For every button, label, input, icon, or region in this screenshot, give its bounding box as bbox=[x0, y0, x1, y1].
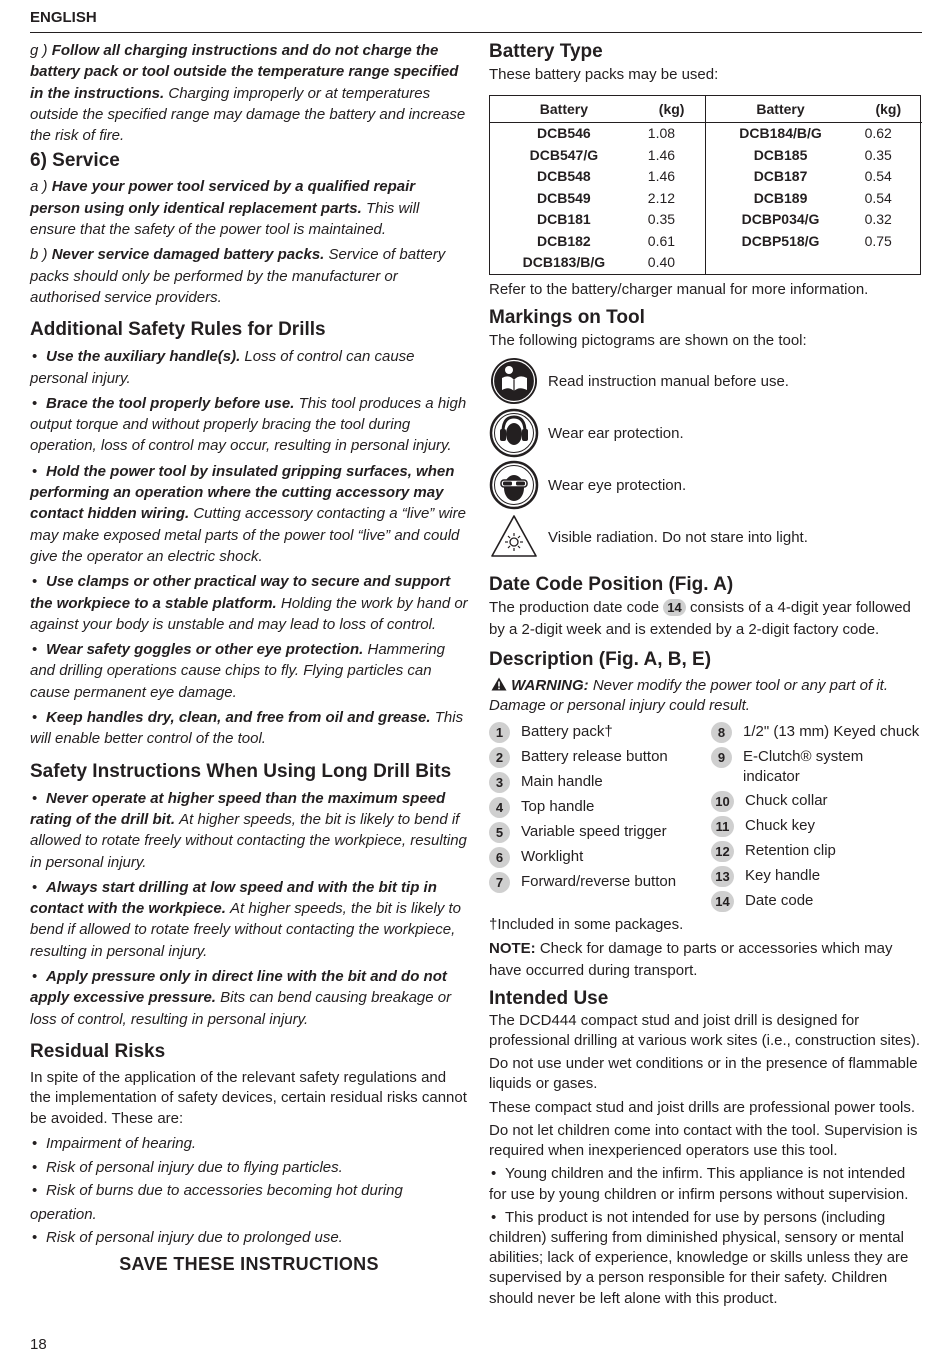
table-cell: 1.46 bbox=[638, 145, 706, 167]
residual-item: • Risk of personal injury due to prolonged use. bbox=[30, 1226, 468, 1250]
intended-paragraph: These compact stud and joist drills are professional power tools. bbox=[489, 1098, 916, 1116]
table-cell: DCBP034/G bbox=[741, 211, 820, 228]
table-cell: 1.08 bbox=[638, 123, 706, 145]
part-label: Retention clip bbox=[745, 841, 836, 859]
table-cell bbox=[855, 252, 922, 274]
intended-paragraph: Do not use under wet conditions or in the presence of flammable liquids or gases. bbox=[489, 1055, 918, 1093]
markings-intro: The following pictograms are shown on the tool: bbox=[489, 332, 807, 350]
part-number-badge: 8 bbox=[711, 722, 732, 743]
part-item bbox=[711, 747, 921, 787]
drills-heading: Additional Safety Rules for Drills bbox=[30, 319, 326, 341]
eye-protection-icon bbox=[489, 460, 539, 510]
intended-bullet: • Young children and the infirm. This appliance is not intended for use by young children or infirm persons without supervision. bbox=[489, 1165, 909, 1203]
part-label: Battery release button bbox=[521, 747, 668, 765]
residual-intro: In spite of the application of the relevant safety regulations and the implementation of safety devices, certain residual risks cannot be avoided. These are: bbox=[30, 1068, 467, 1127]
part-item bbox=[489, 747, 711, 768]
part-item bbox=[489, 847, 711, 868]
table-cell: DCB184/B/G bbox=[739, 125, 822, 142]
table-cell bbox=[706, 252, 855, 274]
part-label: Variable speed trigger bbox=[521, 822, 667, 840]
intended-bullet: • This product is not intended for use by persons (including children) suffering from diminished physical, sensory or mental abilities; lack of experience, knowledge or skills unless they are supervised by a person responsible for their safety. Children should never be left alone with this product. bbox=[489, 1208, 909, 1307]
part-number-badge: 6 bbox=[489, 847, 510, 868]
drills-item: • Use the auxiliary handle(s). Loss of control can cause personal injury. bbox=[30, 348, 415, 387]
table-cell: 0.75 bbox=[864, 232, 892, 249]
drills-item: • Hold the power tool by insulated gripping surfaces, when performing an operation where the cutting accessory may contact hidden wiring. Cutting accessory contacting a “live” wire may make exposed metal parts of the power tool “live” and could give the operator an electric shock. bbox=[30, 462, 466, 565]
footnote: †Included in some packages. bbox=[489, 915, 684, 933]
intended-use-text bbox=[489, 1011, 921, 1309]
bullet-dot: • bbox=[491, 1208, 497, 1226]
date-code-badge: 14 bbox=[663, 599, 685, 616]
table-cell: DCB182 bbox=[537, 232, 591, 249]
bullet-dot: • bbox=[32, 462, 38, 480]
bullet-dot: • bbox=[32, 1182, 38, 1200]
table-cell: 0.40 bbox=[638, 252, 706, 274]
table-cell: 2.12 bbox=[638, 188, 706, 210]
date-code-text: The production date code 14 consists of a 4-digit year followed by a 2-digit week and is extended by a 2-digit factory code. bbox=[489, 599, 911, 638]
battery-table bbox=[489, 95, 921, 275]
drills-item: • Brace the tool properly before use. This tool produces a high output torque and without properly bracing the tool during operation, loss of control may occur, resulting in personal injury. bbox=[30, 394, 467, 455]
part-label: Key handle bbox=[745, 866, 821, 884]
battery-table-header bbox=[490, 96, 922, 123]
drills-list bbox=[30, 346, 468, 749]
drills-item: • Use clamps or other practical way to secure and support the workpiece to a stable platform. Holding the work by hand or against your body is unstable and may lead to loss of control. bbox=[30, 573, 468, 633]
table-cell: 0.35 bbox=[638, 209, 706, 231]
part-label: Forward/reverse button bbox=[521, 872, 677, 890]
part-number-badge: 9 bbox=[711, 747, 732, 768]
bullet-dot: • bbox=[32, 789, 38, 807]
part-number-badge: 7 bbox=[489, 872, 510, 893]
long-bits-item: • Apply pressure only in direct line with the bit and do not apply excessive pressure. Bits can bend causing breakage or loss of control, resulting in personal injury. bbox=[30, 967, 452, 1028]
parts-list bbox=[489, 722, 921, 916]
table-header-cell: (kg) bbox=[638, 96, 706, 123]
service-heading: 6) Service bbox=[30, 150, 120, 172]
language-label: ENGLISH bbox=[30, 9, 97, 26]
parts-column-2 bbox=[711, 722, 921, 916]
date-code-heading: Date Code Position (Fig. A) bbox=[489, 574, 734, 596]
table-cell: DCB549 bbox=[537, 189, 591, 206]
table-cell: DCB185 bbox=[753, 146, 808, 163]
pictogram-item: Visible radiation. Do not stare into light. bbox=[489, 511, 921, 563]
part-label: Top handle bbox=[521, 797, 595, 815]
part-number-badge: 13 bbox=[711, 866, 734, 887]
table-header-cell: Battery bbox=[706, 96, 855, 123]
pictogram-item: Read instruction manual before use. bbox=[489, 355, 921, 407]
pictogram-item: Wear ear protection. bbox=[489, 407, 921, 459]
table-cell: DCB189 bbox=[753, 189, 808, 206]
part-item bbox=[489, 772, 711, 793]
table-cell: 0.61 bbox=[638, 231, 706, 253]
drills-item: • Wear safety goggles or other eye protection. Hammering and drilling operations cause chips to fly. Flying particles can cause permanent eye damage. bbox=[30, 641, 446, 701]
drills-item: • Keep handles dry, clean, and free from oil and grease. This will enable better control of the tool. bbox=[30, 709, 464, 748]
long-bits-heading: Safety Instructions When Using Long Drill Bits bbox=[30, 760, 452, 782]
part-number-badge: 1 bbox=[489, 722, 510, 743]
warning-text: WARNING: Never modify the power tool or any part of it. Damage or personal injury could result. bbox=[489, 676, 888, 714]
table-cell: 0.54 bbox=[864, 168, 892, 185]
battery-note: Refer to the battery/charger manual for more information. bbox=[489, 280, 869, 298]
bullet-dot: • bbox=[32, 878, 38, 896]
bullet-dot: • bbox=[32, 348, 38, 366]
service-item-b: b ) Never service damaged battery packs. Service of battery packs should only be performed by the manufacturer or authorised service providers. bbox=[30, 246, 446, 306]
part-label: E-Clutch® system indicator bbox=[743, 747, 864, 785]
bullet-dot: • bbox=[32, 709, 38, 727]
parts-column-1 bbox=[489, 722, 711, 916]
part-label: Worklight bbox=[521, 847, 584, 865]
part-label: Main handle bbox=[521, 772, 603, 790]
part-label: 1/2" (13 mm) Keyed chuck bbox=[743, 722, 920, 740]
table-row bbox=[490, 145, 922, 167]
bullet-dot: • bbox=[32, 394, 38, 412]
visible-radiation-icon bbox=[489, 512, 539, 562]
table-cell: DCB183/B/G bbox=[522, 254, 606, 271]
part-number-badge: 12 bbox=[711, 841, 734, 862]
service-item-a: a ) Have your power tool serviced by a qualified repair person using only identical replacement parts. This will ensure that the safety of the power tool is maintained. bbox=[30, 178, 420, 239]
save-instructions: SAVE THESE INSTRUCTIONS bbox=[119, 1253, 379, 1274]
long-bits-list bbox=[30, 788, 468, 1030]
part-number-badge: 3 bbox=[489, 772, 510, 793]
long-bits-item: • Never operate at higher speed than the maximum speed rating of the drill bit. At higher speeds, the bit is likely to bend if allowed to rotate freely without contacting the workpiece, resulting in personal injury. bbox=[30, 789, 467, 871]
table-header-cell: Battery bbox=[490, 96, 638, 123]
table-row bbox=[490, 166, 922, 188]
intended-use-heading: Intended Use bbox=[489, 987, 609, 1009]
residual-item: • Impairment of hearing. bbox=[30, 1132, 468, 1156]
part-number-badge: 14 bbox=[711, 891, 734, 912]
intended-paragraph: Do not let children come into contact with the tool. Supervision is required when inexperienced operators use this tool. bbox=[489, 1121, 918, 1160]
page-number: 18 bbox=[30, 1336, 47, 1353]
battery-heading: Battery Type bbox=[489, 41, 603, 62]
part-number-badge: 4 bbox=[489, 797, 510, 818]
part-item bbox=[489, 722, 711, 743]
part-item bbox=[711, 891, 921, 912]
battery-table-grid bbox=[490, 96, 922, 274]
part-item bbox=[711, 722, 921, 743]
table-cell: DCB546 bbox=[537, 125, 591, 142]
table-cell: DCB548 bbox=[537, 168, 591, 185]
read-manual-icon bbox=[489, 356, 539, 406]
residual-list bbox=[30, 1132, 468, 1250]
table-row bbox=[490, 231, 922, 253]
ear-protection-icon bbox=[489, 408, 539, 458]
table-cell: DCB181 bbox=[537, 211, 591, 228]
table-row bbox=[490, 252, 922, 274]
part-item bbox=[711, 791, 921, 812]
part-label: Chuck collar bbox=[745, 791, 828, 809]
left-column bbox=[30, 40, 468, 1275]
bullet-dot: • bbox=[32, 573, 38, 591]
table-row bbox=[490, 123, 922, 145]
table-cell: DCB547/G bbox=[529, 146, 599, 163]
note-text: NOTE: Check for damage to parts or accessories which may have occurred during transport. bbox=[489, 940, 893, 979]
page-header bbox=[30, 8, 922, 33]
table-cell: 0.54 bbox=[864, 189, 892, 206]
charging-item-g: g ) Follow all charging instructions and do not charge the battery pack or tool outside the temperature range specified in the instructions. Charging improperly or at temperatures outside the specified range may damage the battery and increase the risk of fire. bbox=[30, 42, 466, 145]
battery-intro: These battery packs may be used: bbox=[489, 66, 719, 83]
part-item bbox=[711, 841, 921, 862]
bullet-dot: • bbox=[32, 967, 38, 985]
table-cell: 0.62 bbox=[864, 125, 892, 142]
part-item bbox=[711, 816, 921, 837]
residual-item: • Risk of personal injury due to flying particles. bbox=[30, 1156, 468, 1180]
part-item bbox=[489, 797, 711, 818]
bullet-dot: • bbox=[32, 1158, 38, 1176]
part-label: Chuck key bbox=[745, 816, 816, 834]
markings-heading: Markings on Tool bbox=[489, 307, 645, 329]
long-bits-item: • Always start drilling at low speed and with the bit tip in contact with the workpiece. At higher speeds, the bit is likely to bend if allowed to rotate freely without contacting the workpiece, resulting in personal injury. bbox=[30, 878, 462, 960]
residual-item: • Risk of burns due to accessories becoming hot during operation. bbox=[30, 1179, 468, 1226]
bullet-dot: • bbox=[32, 1229, 38, 1247]
right-column bbox=[489, 40, 921, 1309]
warning-icon bbox=[491, 677, 507, 691]
residual-heading: Residual Risks bbox=[30, 1040, 166, 1062]
part-label: Date code bbox=[745, 891, 814, 909]
table-cell: DCBP518/G bbox=[741, 232, 820, 249]
bullet-dot: • bbox=[491, 1165, 497, 1183]
part-number-badge: 2 bbox=[489, 747, 510, 768]
part-item bbox=[711, 866, 921, 887]
part-item bbox=[489, 822, 711, 843]
part-number-badge: 10 bbox=[711, 791, 734, 812]
table-row bbox=[490, 188, 922, 210]
table-cell: 1.46 bbox=[638, 166, 706, 188]
table-header-cell: (kg) bbox=[855, 96, 922, 123]
intended-paragraph: The DCD444 compact stud and joist drill is designed for professional drilling at various work sites (i.e., construction sites). bbox=[489, 1011, 921, 1050]
pictogram-list bbox=[489, 355, 921, 563]
table-cell: DCB187 bbox=[753, 168, 808, 185]
bullet-dot: • bbox=[32, 1135, 38, 1153]
table-cell: 0.35 bbox=[864, 146, 892, 163]
part-item bbox=[489, 872, 711, 893]
part-label: Battery pack† bbox=[521, 722, 613, 740]
table-cell: 0.32 bbox=[864, 211, 892, 228]
description-heading: Description (Fig. A, B, E) bbox=[489, 648, 712, 670]
table-row bbox=[490, 209, 922, 231]
pictogram-item: Wear eye protection. bbox=[489, 459, 921, 511]
part-number-badge: 5 bbox=[489, 822, 510, 843]
bullet-dot: • bbox=[32, 641, 38, 659]
part-number-badge: 11 bbox=[711, 816, 734, 837]
